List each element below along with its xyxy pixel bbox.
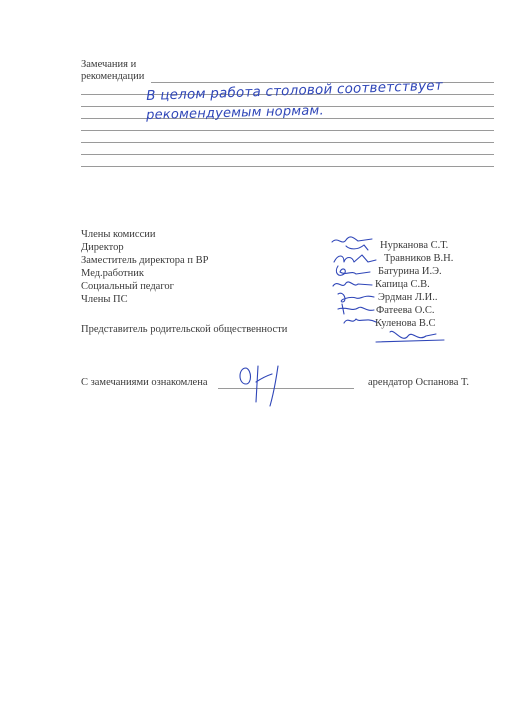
member-name: Эрдман Л.И..	[378, 292, 438, 303]
member-name: Нурканова С.Т.	[380, 240, 449, 251]
handwritten-remark-line1: В целом работа столовой соответствует	[146, 77, 444, 104]
remarks-label-line2: рекомендации	[81, 71, 145, 82]
member-name: Батурина И.Э.	[378, 266, 442, 277]
remarks-label-line1: Замечания и	[81, 59, 137, 70]
remarks-rule-6	[81, 142, 494, 143]
acknowledgement-signer: арендатор Оспанова Т.	[368, 377, 469, 388]
role-ps-members: Члены ПС	[81, 294, 128, 305]
remarks-rule-7	[81, 154, 494, 155]
member-name: Капица С.В.	[375, 279, 430, 290]
member-name: Куленова В.С	[375, 318, 436, 329]
remarks-rule-5	[81, 130, 494, 131]
role-deputy-director: Заместитель директора п ВР	[81, 255, 209, 266]
member-name: Травников В.Н.	[384, 253, 454, 264]
member-name: Фатеева О.С.	[376, 305, 435, 316]
acknowledgement-label: С замечаниями ознакомлена	[81, 377, 208, 388]
signature-tenant	[232, 362, 292, 414]
role-social-pedagogue: Социальный педагог	[81, 281, 174, 292]
role-commission-members: Члены комиссии	[81, 229, 156, 240]
remarks-rule-8	[81, 166, 494, 167]
role-medical-worker: Мед.работник	[81, 268, 144, 279]
role-director: Директор	[81, 242, 124, 253]
parent-rep-label: Представитель родительской общественности	[81, 324, 288, 335]
handwritten-remark-line2: рекомендуемым нормам.	[146, 103, 325, 123]
signature-parent-rep	[372, 326, 452, 350]
